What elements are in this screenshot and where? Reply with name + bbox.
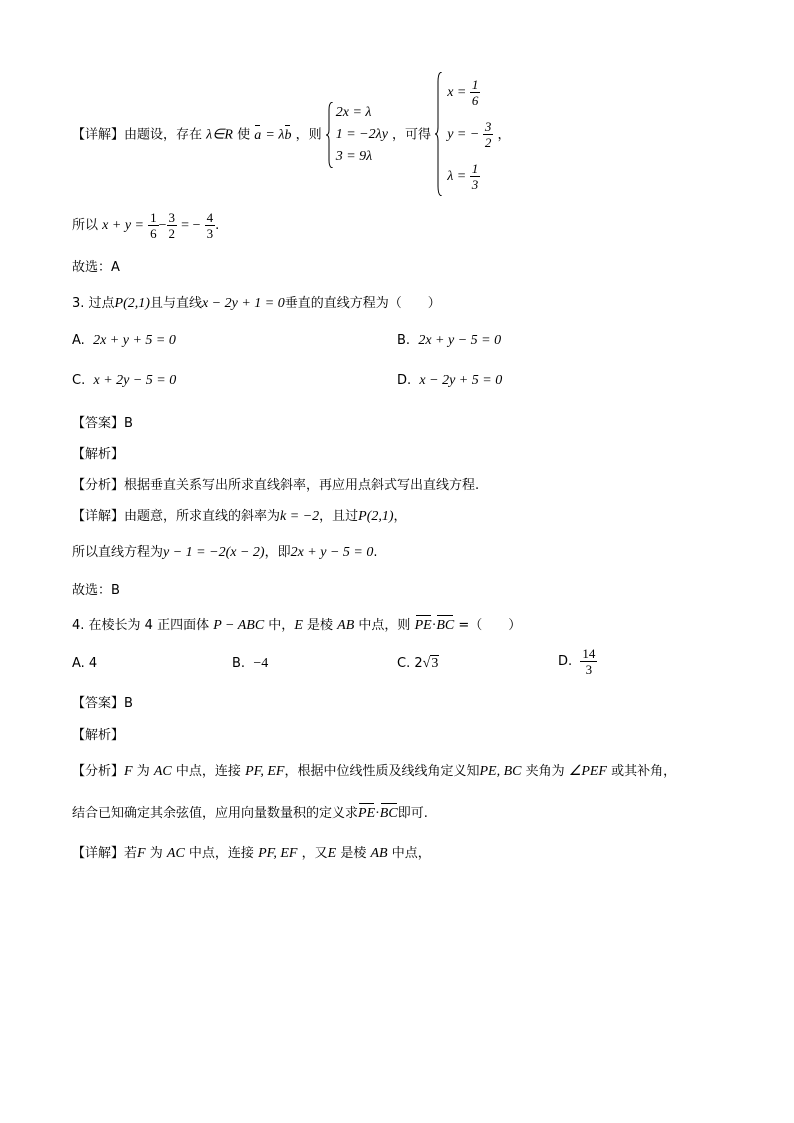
question-3: 3. 过点P(2,1)且与直线x − 2y + 1 = 0垂直的直线方程为（ ）: [72, 296, 441, 311]
detail-4: 【详解】若F 为 AC 中点，连接 PF, EF ，又E 是棱 AB 中点，: [72, 846, 431, 861]
vector-pe: PE: [414, 618, 432, 633]
option-d-4[interactable]: D. $\frac{14}{3}$: [558, 646, 596, 677]
left-brace-icon: [435, 72, 443, 196]
analysis-4: 【分析】F 为 AC 中点，连接 PF, EF，根据中位线性质及线线角定义知PE, BC 夹角为 ∠PEF 或其补角，: [72, 764, 677, 779]
vector-b: b: [284, 127, 292, 143]
detail-tag: 【详解】: [72, 127, 125, 143]
option-c-4[interactable]: C. 2√3: [397, 656, 439, 671]
analysis-3: 【分析】根据垂直关系写出所求直线斜率，再应用点斜式写出直线方程.: [72, 478, 480, 493]
choice-3: 故选：B: [72, 583, 120, 598]
option-a[interactable]: A. 2x + y + 5 = 0: [72, 333, 176, 348]
fraction: $\frac{3}{2}$: [168, 210, 176, 241]
vector-bc: BC: [436, 618, 455, 633]
equation-system-1: 2x = λ 1 = −2λy 3 = 9λ: [326, 102, 388, 168]
fraction: $\frac{1}{6}$: [150, 210, 157, 241]
option-d[interactable]: D. x − 2y + 5 = 0: [397, 373, 503, 388]
option-b-4[interactable]: B. −4: [232, 656, 269, 671]
sum-line: 所以 x + y = $\frac{1}{6}$ − $\frac{3}{2}$ = − $\frac{4}{3}$ .: [72, 210, 220, 241]
left-brace-icon: [326, 102, 334, 168]
choice-line-1: 故选：A: [72, 260, 120, 275]
result-3: 所以直线方程为y − 1 = −2(x − 2)，即2x + y − 5 = 0.: [72, 545, 378, 560]
option-c[interactable]: C. x + 2y − 5 = 0: [72, 373, 177, 388]
question-4: 4. 在棱长为 4 正四面体 P − ABC 中，E 是棱 AB 中点，则 PE·BC =（ ）: [72, 618, 522, 633]
analysis-tag-3: 【解析】: [72, 447, 125, 462]
equation-system-2: x = $\frac{1}{6}$ y = − $\frac{3}{2}$ λ = $\frac{1}{3}$: [435, 72, 493, 198]
analysis-4-line-2: 结合已知确定其余弦值，应用向量数量积的定义求PE·BC即可.: [72, 806, 428, 821]
option-b[interactable]: B. 2x + y − 5 = 0: [397, 333, 502, 348]
answer-4: 【答案】B: [72, 696, 133, 711]
fraction: $\frac{4}{3}$: [206, 210, 214, 241]
detail-3: 【详解】由题意，所求直线的斜率为k = −2，且过P(2,1)，: [72, 509, 407, 524]
option-a-4[interactable]: A. 4: [72, 656, 98, 671]
vector-a: a: [254, 127, 262, 143]
analysis-tag-4: 【解析】: [72, 728, 125, 743]
detail-line-1: 【详解】由题设，存在 λ∈R 使 a = λb ，则 2x = λ 1 = −2λy 3 = 9λ ，可得 x = $\frac{1}{6}$ y = − $\frac{3}{2}$ λ = $\frac{1}{3}$ ，: [72, 72, 510, 198]
answer-3: 【答案】B: [72, 416, 133, 431]
